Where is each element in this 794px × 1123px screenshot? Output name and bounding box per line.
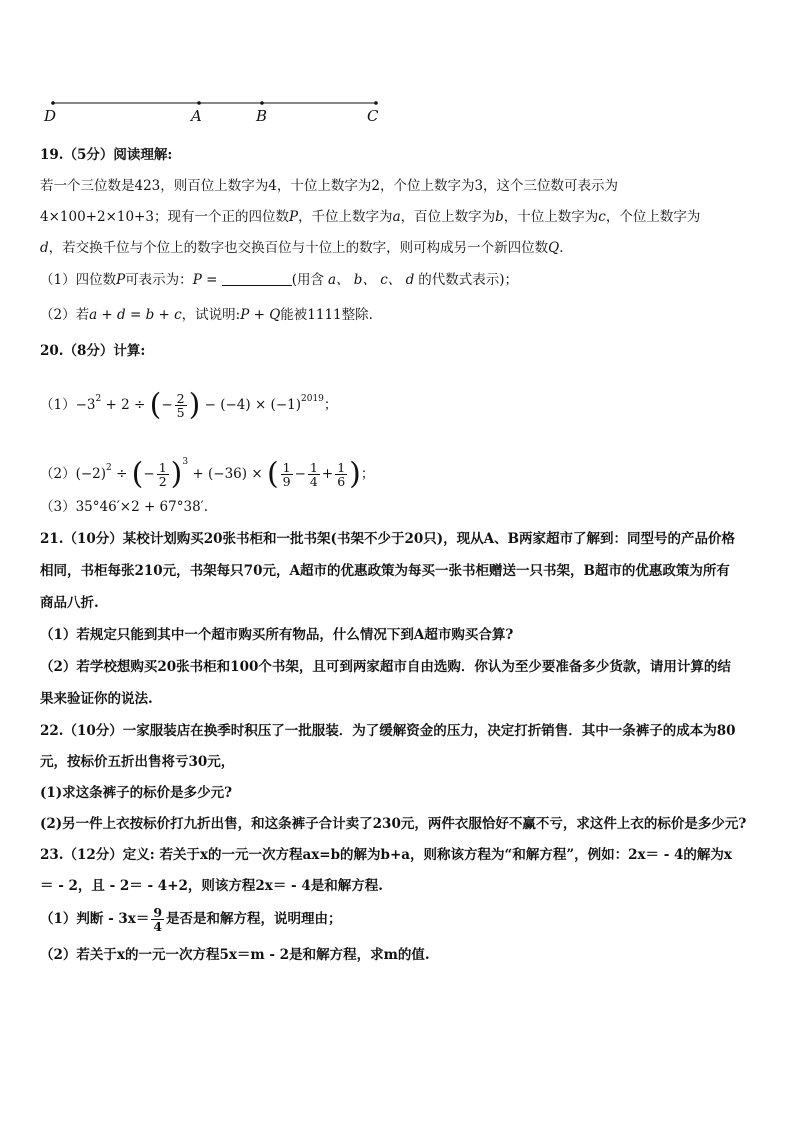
- q19-p1c: (用含: [291, 272, 324, 288]
- var-p: P: [288, 209, 299, 225]
- expr1-sup2: 2019: [301, 394, 324, 404]
- denominator: 4: [309, 474, 318, 489]
- q23-line2: ＝ - 2，且 - 2＝ - 4+2，则该方程2x＝ - 4是和解方程.: [40, 878, 383, 894]
- q21-part2b: 果来验证你的说法.: [40, 691, 153, 707]
- expr1-b: + 2 ÷: [105, 397, 146, 413]
- q21-line2: 相同，书柜每张210元，书架每只70元，A超市的优惠政策为每买一张书柜赠送一只书架，B超市的优惠政策为所有: [40, 563, 730, 579]
- q23-part1: [40, 902, 342, 936]
- operator: +: [321, 466, 334, 482]
- point-a: [197, 101, 201, 105]
- operator: −: [294, 466, 306, 482]
- expr2-sup: 2: [106, 463, 112, 473]
- var-a: a: [392, 209, 401, 225]
- q20-expr2: [40, 438, 375, 492]
- var-b: b: [495, 209, 504, 225]
- equation: a + d = b + c: [89, 307, 182, 323]
- q21-line3: 商品八折.: [40, 595, 99, 611]
- minus-sign: −: [161, 397, 173, 413]
- q19-l2a: 4×100+2×10+3；现有一个正的四位数: [40, 209, 289, 225]
- number-line-figure: [40, 92, 400, 128]
- q19-l3b: .: [559, 240, 564, 256]
- q19-part1: [40, 270, 518, 290]
- q22-line2: 元，按标价五折出售将亏30元，: [40, 754, 235, 770]
- expr2-end: ；: [360, 466, 375, 482]
- q19-p1a: （1）四位数: [40, 272, 117, 288]
- q22-part1: (1)求这条裤子的标价是多少元?: [40, 785, 233, 801]
- fraction: [308, 461, 320, 488]
- denominator: 9: [282, 474, 291, 489]
- q19-p1b: 可表示为：: [125, 272, 193, 288]
- q19-p2c: 能被1111整除.: [280, 307, 373, 323]
- expr1-a: （1）−3: [40, 397, 96, 413]
- expr2-c: + (−36) ×: [192, 466, 263, 482]
- q19-line3: [40, 238, 564, 258]
- right-paren: ): [170, 456, 183, 492]
- expr1-sup: 2: [95, 394, 102, 404]
- q21-part2a: （2）若学校想购买20张书柜和100个书架，且可到两家超市自由选购．你认为至少要准备多少货款，请用计算的结: [40, 659, 731, 675]
- fraction: [281, 461, 293, 488]
- fraction: [151, 906, 164, 933]
- point-b: [260, 101, 264, 105]
- q19-part2: [40, 305, 373, 325]
- numerator: 1: [337, 460, 346, 475]
- q19-heading: 19.（5分）阅读理解:: [40, 147, 173, 163]
- fraction: [157, 461, 169, 488]
- q19-l2d: ，十位上数字为: [503, 209, 599, 225]
- q23-p1b: 是否是和解方程，说明理由；: [166, 911, 342, 927]
- q22-line1: 22.（10分）一家服装店在换季时积压了一批服装．为了缓解资金的压力，决定打折销售．其中一条裤子的成本为80: [40, 723, 736, 739]
- q19-p2a: （2）若: [40, 307, 90, 323]
- denominator: 4: [153, 919, 163, 934]
- q19-l2b: ，千位上数字为: [298, 209, 393, 225]
- var-c: c: [598, 209, 606, 225]
- q19-p1d: 的代数式表示)；: [418, 272, 519, 288]
- q21-part1: （1）若规定只能到其中一个超市购买所有物品，什么情况下到A超市购买合算?: [40, 627, 514, 643]
- numerator: 2: [176, 391, 185, 406]
- q20-heading: 20.（8分）计算:: [40, 343, 146, 359]
- var-d: d: [40, 240, 49, 256]
- q23-line1: 23.（12分）定义: 若关于x的一元一次方程ax=b的解为b+a，则称该方程为“和解方程”，例如：2x＝ - 4的解为x: [40, 847, 732, 863]
- denominator: 6: [337, 474, 346, 489]
- var-p: P: [116, 272, 126, 288]
- label-d: D: [44, 107, 57, 125]
- q19-l2e: ，个位上数字为: [605, 209, 701, 225]
- label-a: A: [191, 107, 202, 125]
- fraction: [175, 392, 187, 419]
- var-q: Q: [548, 240, 560, 256]
- q19-l2c: ，百位上数字为: [400, 209, 496, 225]
- q20-expr3: （3）35°46′×2 + 67°38′.: [40, 499, 209, 515]
- q19-line1: 若一个三位数是423，则百位上数字为4，十位上数字为2，个位上数字为3，这个三位数可表示为: [40, 178, 619, 194]
- left-paren: (: [131, 456, 144, 492]
- expr1-c: − (−4) × (−1): [204, 397, 301, 413]
- denominator: 2: [158, 474, 167, 489]
- q19-p2b: ，试说明:: [181, 307, 241, 323]
- numerator: 1: [158, 460, 167, 475]
- right-paren: ): [349, 456, 361, 492]
- label-b: B: [256, 107, 268, 125]
- label-c: C: [367, 107, 379, 125]
- right-paren: ): [188, 387, 201, 423]
- q20-expr1: [40, 376, 337, 422]
- q23-part2: （2）若关于x的一元一次方程5x＝m - 2是和解方程，求m的值.: [40, 947, 430, 963]
- var-p: P: [192, 272, 202, 288]
- q21-line1: 21.（10分）某校计划购买20张书柜和一批书架(书架不少于20只)，现从A、B两家超市了解到：同型号的产品价格: [40, 531, 736, 547]
- q19-l3a: ，若交换千位与个位上的数字也交换百位与十位上的数字，则可构成另一个新四位数: [48, 240, 549, 256]
- expr2-sup2: 3: [182, 457, 189, 467]
- answer-blank: [222, 271, 292, 286]
- var-list: a、 b、 c、 d: [327, 272, 415, 288]
- point-c: [374, 101, 378, 105]
- expr1-end: ；: [323, 397, 338, 413]
- q19-line2: [40, 207, 700, 227]
- denominator: 5: [176, 405, 185, 420]
- left-paren: (: [149, 387, 162, 423]
- expr2-b: ÷: [116, 466, 128, 482]
- q23-p1a: （1）判断 - 3x＝: [40, 911, 150, 927]
- left-paren: (: [266, 456, 279, 492]
- point-d: [51, 101, 55, 105]
- fraction: [335, 461, 347, 488]
- expr2-a: （2）(−2): [40, 466, 107, 482]
- expr-pq: P + Q: [240, 307, 281, 323]
- q22-part2: (2)另一件上衣按标价打九折出售，和这条裤子合计卖了230元，两件衣服恰好不赢不亏，求这件上衣的标价是多少元?: [40, 816, 747, 832]
- numerator: 1: [309, 460, 318, 475]
- numerator: 1: [282, 460, 291, 475]
- equals-sign: =: [201, 272, 222, 288]
- minus-sign: −: [143, 466, 155, 482]
- numerator: 9: [153, 905, 163, 920]
